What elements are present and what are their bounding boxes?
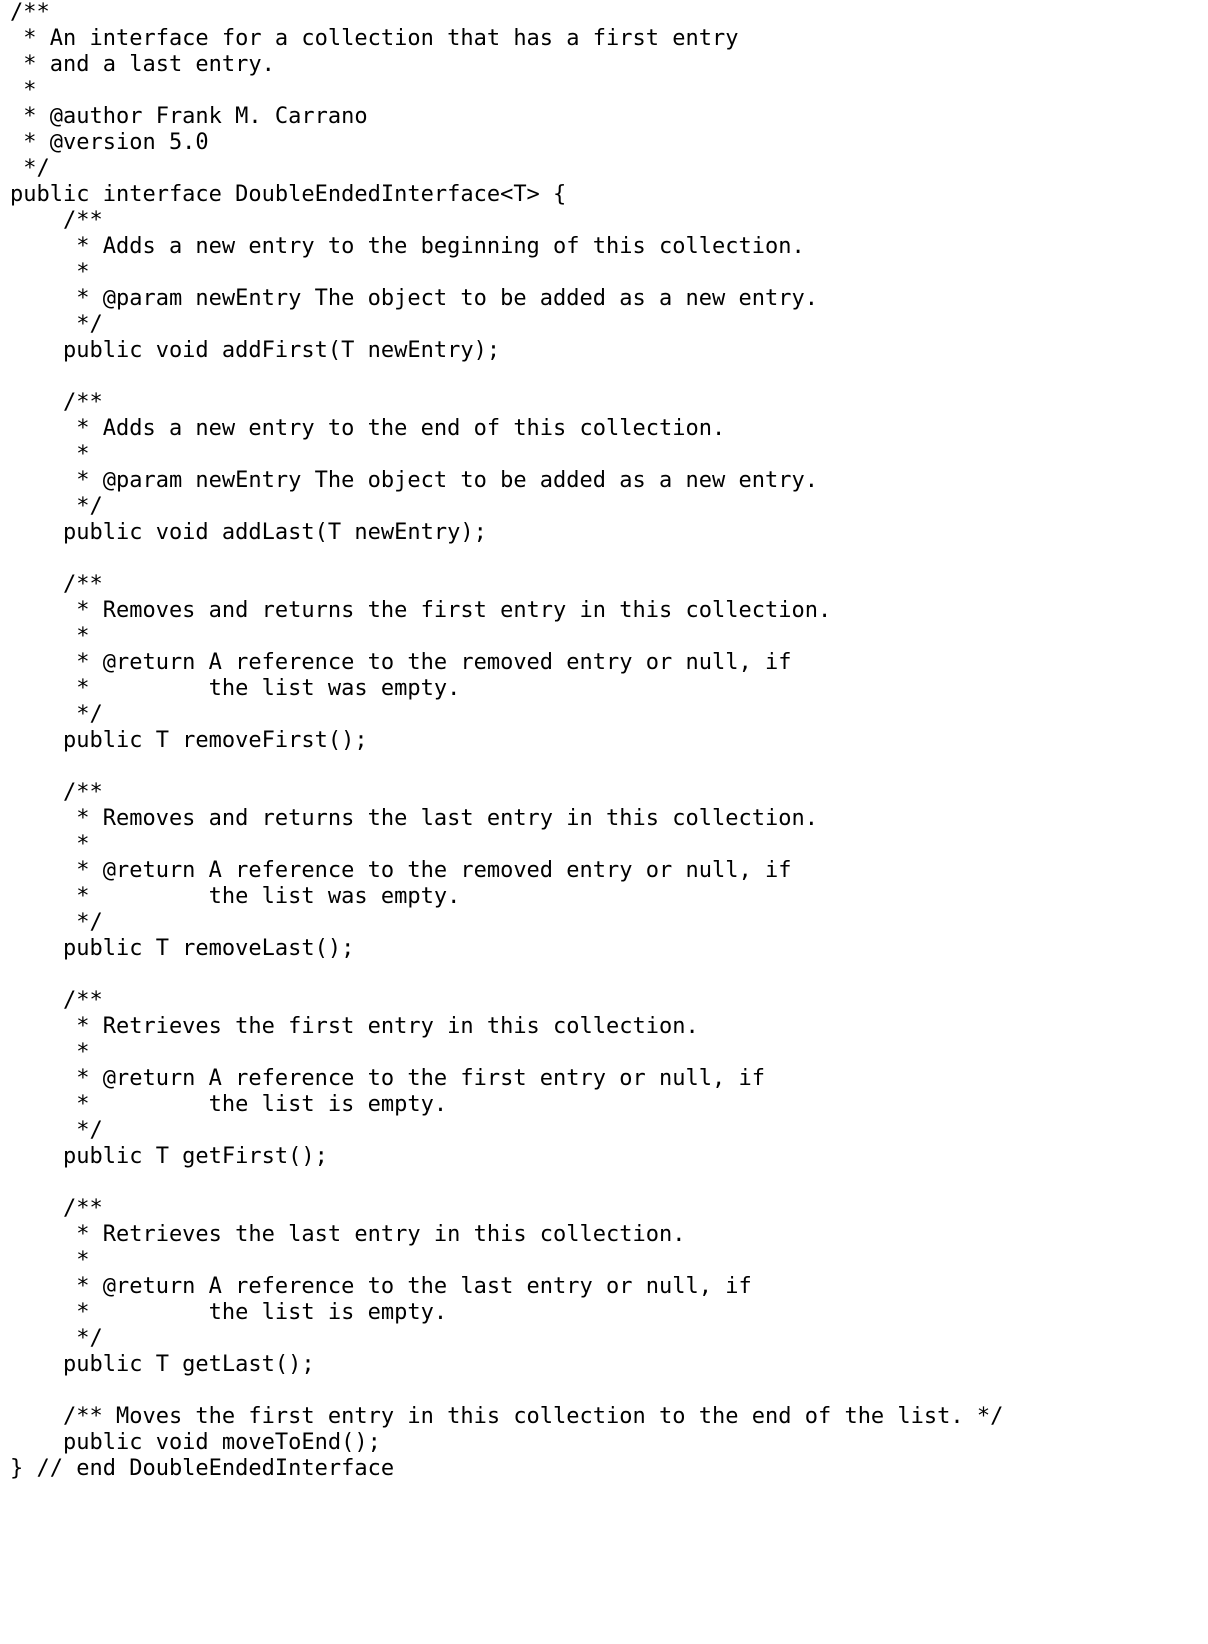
code-line: /** [10,0,50,25]
code-line: * and a last entry. [10,52,275,77]
code-line: */ [10,702,103,727]
code-line: public void addLast(T newEntry); [10,520,487,545]
code-line: * the list was empty. [10,884,461,909]
code-line: public T getFirst(); [10,1144,328,1169]
code-line: * [10,442,90,467]
code-line: /** [10,780,103,805]
code-line: * Removes and returns the last entry in this collection. [10,806,818,831]
code-line: * Retrieves the last entry in this collection. [10,1222,686,1247]
code-line: */ [10,1118,103,1143]
code-line: public void addFirst(T newEntry); [10,338,501,363]
code-line: * the list is empty. [10,1092,448,1117]
code-line: * @author Frank M. Carrano [10,104,368,129]
code-line: public T removeLast(); [10,936,355,961]
code-line: * Adds a new entry to the end of this collection. [10,416,726,441]
code-line: /** [10,1196,103,1221]
code-line: */ [10,156,50,181]
code-line [10,546,1003,572]
code-line: * the list is empty. [10,1300,448,1325]
code-line [10,364,1003,390]
code-line: * Removes and returns the first entry in this collection. [10,598,832,623]
code-line: /** [10,390,103,415]
code-line: * [10,78,37,103]
code-line: * @param newEntry The object to be added as a new entry. [10,286,818,311]
code-line: * Retrieves the first entry in this collection. [10,1014,699,1039]
code-line: * the list was empty. [10,676,461,701]
code-listing [10,0,1003,1482]
code-line: * [10,832,90,857]
code-line: */ [10,312,103,337]
code-line: * @return A reference to the first entry or null, if [10,1066,765,1091]
code-line: /** [10,572,103,597]
code-line: public interface DoubleEndedInterface<T> { [10,182,567,207]
code-line: */ [10,1326,103,1351]
code-line: * @return A reference to the last entry or null, if [10,1274,752,1299]
code-line: * @return A reference to the removed entry or null, if [10,858,792,883]
code-line [10,1378,1003,1404]
code-line: public T removeFirst(); [10,728,368,753]
code-line: public T getLast(); [10,1352,315,1377]
code-line: * [10,1040,90,1065]
code-line: */ [10,494,103,519]
code-line: * [10,260,90,285]
code-line [10,754,1003,780]
code-line [10,962,1003,988]
code-line: * @version 5.0 [10,130,209,155]
code-line: /** [10,988,103,1013]
code-line: * An interface for a collection that has a first entry [10,26,739,51]
code-line: */ [10,910,103,935]
code-line [10,1170,1003,1196]
code-line: /** Moves the first entry in this collection to the end of the list. */ [10,1404,1004,1429]
code-line: * Adds a new entry to the beginning of this collection. [10,234,805,259]
code-line: * [10,624,90,649]
code-line: public void moveToEnd(); [10,1430,381,1455]
code-line: * @return A reference to the removed entry or null, if [10,650,792,675]
code-line: * @param newEntry The object to be added as a new entry. [10,468,818,493]
code-line: /** [10,208,103,233]
code-line: } // end DoubleEndedInterface [10,1456,395,1481]
code-line: * [10,1248,90,1273]
